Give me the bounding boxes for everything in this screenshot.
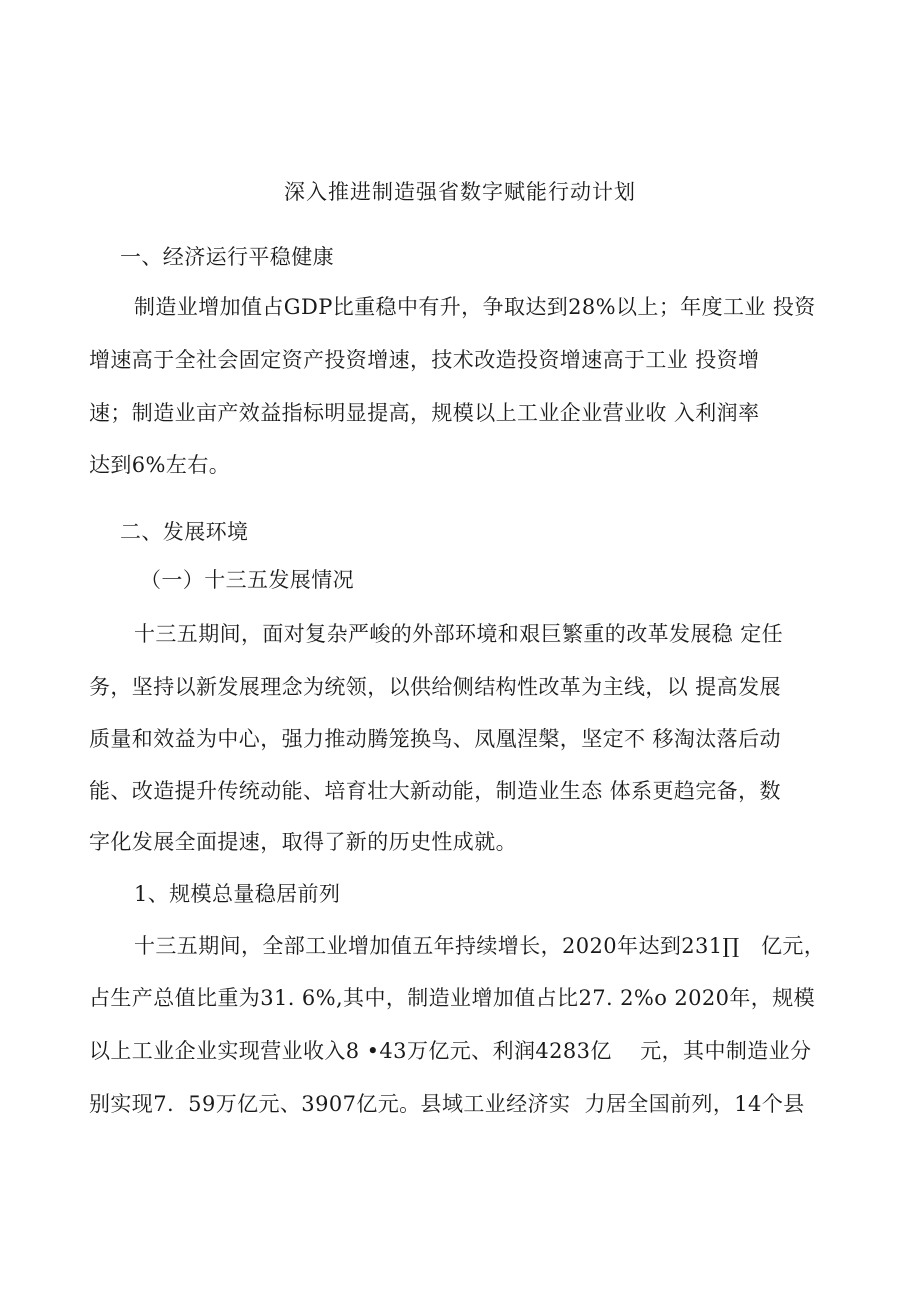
section2-para-line-2: 务，坚持以新发展理念为统领，以供给侧结构性改革为主线，以 提高发展 bbox=[89, 675, 781, 699]
section1-para-line-3: 速；制造业亩产效益指标明显提高，规模以上工业企业营业收 入利润率 bbox=[89, 401, 760, 425]
section1-para-line-2: 增速高于全社会固定资产投资增速，技术改造投资增速高于工业 投资增 bbox=[89, 348, 760, 372]
section2-subheading: （一）十三五发展情况 bbox=[140, 568, 354, 592]
item1-heading: 1、规模总量稳居前列 bbox=[134, 882, 341, 906]
section2-para-line-4: 能、改造提升传统动能、培育壮大新动能，制造业生态 体系更趋完备，数 bbox=[89, 779, 781, 803]
section1-para-line-1: 制造业增加值占GDP比重稳中有升，争取达到28%以上；年度工业 投资 bbox=[134, 295, 816, 319]
section2-para-line-1: 十三五期间，面对复杂严峻的外部环境和艰巨繁重的改革发展稳 定任 bbox=[134, 622, 784, 646]
item1-para-line-2: 占生产总值比重为31. 6%,其中，制造业增加值占比27. 2%o 2020年，规模 bbox=[89, 986, 816, 1010]
section2-para-line-3: 质量和效益为中心，强力推动腾笼换鸟、凤凰涅槃，坚定不 移淘汰落后动 bbox=[89, 727, 781, 751]
item1-para-line-1: 十三五期间，全部工业增加值五年持续增长，2020年达到231∏ 亿元， bbox=[134, 934, 826, 958]
section1-para-line-4: 达到6%左右。 bbox=[89, 453, 231, 477]
section1-heading: 一、经济运行平稳健康 bbox=[120, 245, 334, 269]
section2-para-line-5: 字化发展全面提速，取得了新的历史性成就。 bbox=[89, 830, 517, 854]
document-title: 深入推进制造强省数字赋能行动计划 bbox=[284, 180, 636, 204]
item1-para-line-4: 别实现7. 59万亿元、3907亿元。县域工业经济实 力居全国前列，14个县 bbox=[89, 1092, 805, 1116]
item1-para-line-3: 以上工业企业实现营业收入8 •43万亿元、利润4283亿 元，其中制造业分 bbox=[89, 1039, 812, 1063]
section2-heading: 二、发展环境 bbox=[120, 520, 249, 544]
